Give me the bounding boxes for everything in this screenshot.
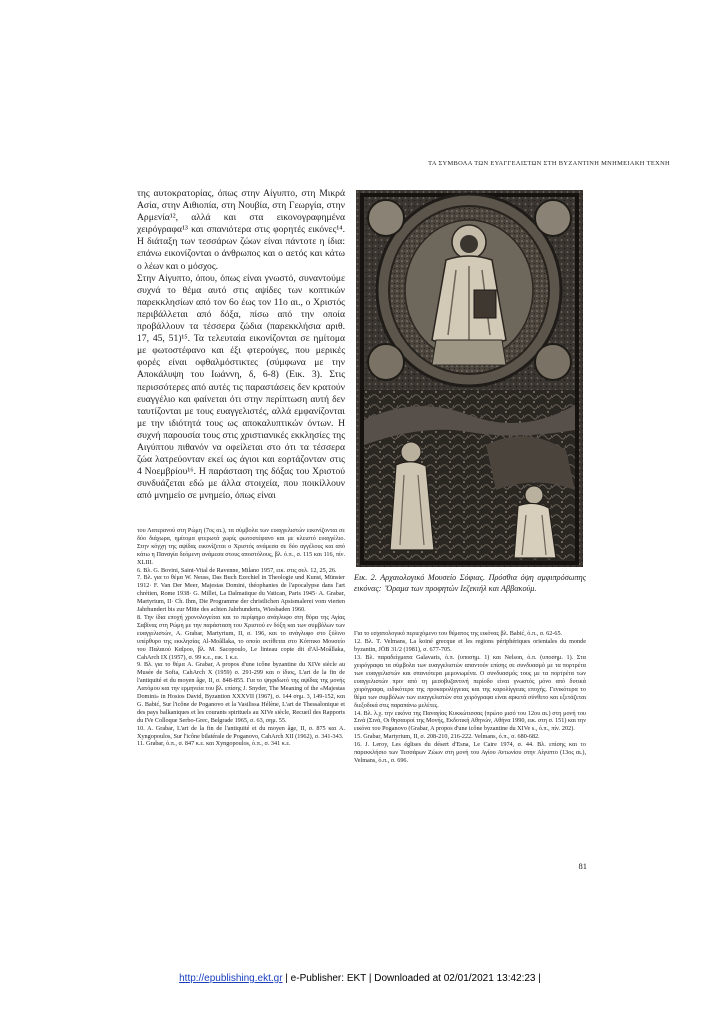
epublishing-link[interactable]: http://epublishing.ekt.gr (179, 973, 283, 984)
figure-caption: Εικ. 2. Αρχαιολογικό Μουσείο Σόφιας. Πρόσθια όψη αμφιπρόσωπης εικόνας: ˙Όραμα των προφητών Ιεζεκιήλ και Αββακούμ. (354, 573, 586, 593)
footnote-5-continued: του Λατερανού στη Ρώμη (7ος αι.), τα σύμβολα των ευαγγελιστών εικονίζονται σε δύο διάχωρα, ημίτομα φτερωτά χωρίς φωτοστέφανο και με κλειστό ευαγγέλιο. Στην κόγχη της αψίδας εικονίζεται ο Χριστός ανάμεσα σε δύο αγγέλους και από κάτω η Παναγία δεόμενη ανάμεσα στους αποστόλους, βλ. ό.π., σ. 115 και 116, πίν. XLIII. (137, 527, 345, 566)
page-number: 81 (578, 861, 587, 871)
footnote-16: 16. J. Leroy, Les églises du désert d'Esna, Le Caire 1974, σ. 44. Βλ. επίσης και το παρεκκλήσιο των Τεσσάρων Ζώων στη μονή του Αγίου Αντωνίου στην Αίγυπτο (13ος αι.), Velmans, ό.π., σ. 696. (354, 741, 586, 765)
download-footer (0, 973, 720, 984)
footnote-9: 9. Βλ. για το θέμα A. Grabar, A propos d'une icône byzantine du XIVe siècle au Musée de Sofia, CahArch X (1959) σ. 291-299 και ο ίδιος, L'art de la fin de l'antiquité et du moyen âge, II, σ. 848-855. Για το ψηφιδωτό της αψίδας της μονής Λατόμου και την ερμηνεία του βλ. επίσης J. Snyder, The Meaning of the «Majestas Domini» in Hosios David, Byzantion XXXVII (1967), σ. 144 σημ. 3, 149-152, και G. Babić, Sur l'icône de Poganovo et la Vasilissa Hélène, L'art de Thessalonique et des pays balkaniques et les courants spirituels au XIVe siècle, Recueil des Rapports du IVe Colloque Serbo-Grec, Belgrade 1965, σ. 63, σημ. 55. (137, 661, 345, 724)
figure-icon-image (356, 190, 583, 567)
main-paragraph-1: της αυτοκρατορίας, όπως στην Αίγυπτο, στη Μικρά Ασία, στην Αιθιοπία, στη Νουβία, στη Γεωργία, στην Αρμενία¹², αλλά και στα εικονογραφημένα χειρόγραφα¹³ και σπανιότερα στις φορητές εικόνες¹⁴. Η διάταξη των τεσσάρων ζώων είναι πάντοτε η ίδια: επάνω εικονίζονται ο άνθρωπος και ο αετός και κάτω ο λέων και ο μόσχος. (137, 188, 345, 272)
footnote-13: 13. Βλ. παραδείγματα Galavaris, ό.π. (υποσημ. 1) και Nelson, ό.π. (υποσημ. 1). Στα χειρόγραφα τα σύμβολα των ευαγγελιστών απαντούν επίσης σε συνδυασμό με τα πορτρέτα των ευαγγελιστών και σπανιότερα μεμονωμένα. Ο συνδυασμός τους με τα πορτρέτα των ευαγγελιστών πριν από τη μεσοβυζαντινή περίοδο είναι γνωστός μόνο από δυτικά χειρόγραφα, ειδικότερα της προκαρολίγγειας και της καρολίγγειας εποχής. Γενικότερα το θέμα των συμβόλων των ευαγγελιστών στα χειρόγραφα είναι αρκετά σύνθετο και εξετάζεται διεξοδικά στις παραπάνω μελέτες. (354, 653, 586, 709)
footnote-11: 11. Grabar, ό.π., σ. 847 κ.ε. και Xyngopoulos, ό.π., σ. 341 κ.ε. (137, 740, 291, 748)
icon-painting-illustration (356, 190, 583, 567)
footnote-11-continued: Για το εσχατολογικό περιεχόμενο του θέματος της εικόνας βλ. Babić, ό.π., σ. 62-65. (354, 630, 563, 637)
footnote-6: 6. Βλ. G. Bovini, Saint-Vital de Ravenne, Milano 1957, εικ. στις σελ. 12, 25, 26. (137, 566, 337, 574)
footnote-7: 7. Βλ. για το θέμα W. Neuss, Das Buch Ezechiel in Theologie und Kunst, Münster 1912· F. Van Der Meer, Majestas Domini, théophanies de l'apocalypse dans l'art chrétien, Rome 1938· G. Millet, La Dalmatique du Vatican, Paris 1945· A. Grabar, Martyrium, II· Ch. Ihm, Die Programme der christlichen Apsismalerei vom vierten Jahrhundert bis zur Mitte des achten Jahrhunderts, Wiesbaden 1960. (137, 574, 345, 614)
main-paragraph-2: Στην Αίγυπτο, όπου, όπως είναι γνωστό, συναντούμε συχνά το θέμα αυτό στις αψίδες των κοπτικών παρεκκλησίων από τον 6ο έως τον 11ο αι., ο Χριστός περιβάλλεται από δόξα, πίσω από την οποία προβάλλουν τα τέσσερα ζώδια (παρεκκλήσια αριθ. 17, 45, 51)¹⁵. Τα τελευταία εικονίζονται σε ημίτομα με φωτοστέφανο και έξι φτερούγες, που μερικές φορές είναι οφθαλμόστικτες (σύμφωνα με την Αποκάλυψη του Ιωάννη, δ, 6-8) (Εικ. 3). Στις περισσότερες από αυτές τις παραστάσεις δεν κρατούν ευαγγέλιο και φαίνεται ότι στην περίπτωση αυτή δεν ταυτίζονται με τους ευαγγελιστές, αλλά εμφανίζονται με την ιδιότητά τους ως αποκαλυπτικών όντων. Η συχνή παρουσία τους στις χριστιανικές εκκλησίες της Αιγύπτου πιθανόν να οφείλεται στο ότι τα τέσσερα ζώα λατρεύονταν εκεί ως άγιοι και εορτάζονταν στις 4 Νοεμβρίου¹⁶. Η παράσταση της δόξας του Χριστού συνδυάζεται εδώ με άλλα στοιχεία, που ποικίλλουν από μνημείο σε μνημείο, όπως είναι (137, 272, 345, 502)
running-head: ΤΑ ΣΥΜΒΟΛΑ ΤΩΝ ΕΥΑΓΓΕΛΙΣΤΩΝ ΣΤΗ ΒΥΖΑΝΤΙΝΗ ΜΝΗΜΕΙΑΚΗ ΤΕΧΝΗ (428, 160, 670, 167)
footnote-14: 14. Βλ. λ.χ. την εικόνα της Παναγίας Κυκκώτισσας (πρώτο μισό του 12ου αι.) στη μονή του Σινά (Σινά, Οι θησαυροί της Μονής, Εκδοτική Αθηνών, Αθήνα 1990, εικ. στη σ. 151) και την εικόνα του Poganovo (Grabar, A propos d'une icône byzantine du XIVe s., ό.π., πίν. 202). (354, 709, 586, 733)
main-text-column (137, 188, 345, 502)
footnote-12: 12. Βλ. T. Velmans, La koiné grecque et les regions périphériques orientales du monde byzantin, JÖB 31/2 (1981), σ. 677-705. (354, 637, 586, 653)
footnotes-right-column (354, 630, 586, 765)
footnote-15: 15. Grabar, Martyrium, II, σ. 208-210, 216-222. Velmans, ό.π., σ. 680-682. (354, 733, 540, 741)
footnote-8: 8. Την ίδια εποχή χρονολογείται και το περίφημο ανάγλυφο στη θύρα της Αγίας Σαβίνας στη Ρώμη με την παράσταση του Χριστού εν δόξη και των συμβόλων των ευαγγελιστών, A. Grabar, Martyrium, II, σ. 196, και το ανάγλυφο στο ξύλινο υπέρθυρο της εκκλησίας Al-Moâllaka, το οποίο εκτίθεται στο Κόπτικο Μουσείο του Παλαιού Καΐρου, βλ. M. Sacopoulo, Le linteau copte dit d'Al-Moâllaka, CahArch IX (1957), σ. 99 κ.ε., εικ. 1 κ.ε. (137, 613, 345, 661)
footer-info-text: | e-Publisher: EKT | Downloaded at 02/01/2021 13:42:23 | (282, 973, 541, 984)
footnote-10: 10. A. Grabar, L'art de la fin de l'antiquité et du moyen âge, II, σ. 875 και A. Xyngopoulos, Sur l'icône bilatérale de Poganovo, CahArch XII (1962), σ. 341-343. (137, 724, 345, 740)
footnotes-left-column (137, 527, 345, 748)
